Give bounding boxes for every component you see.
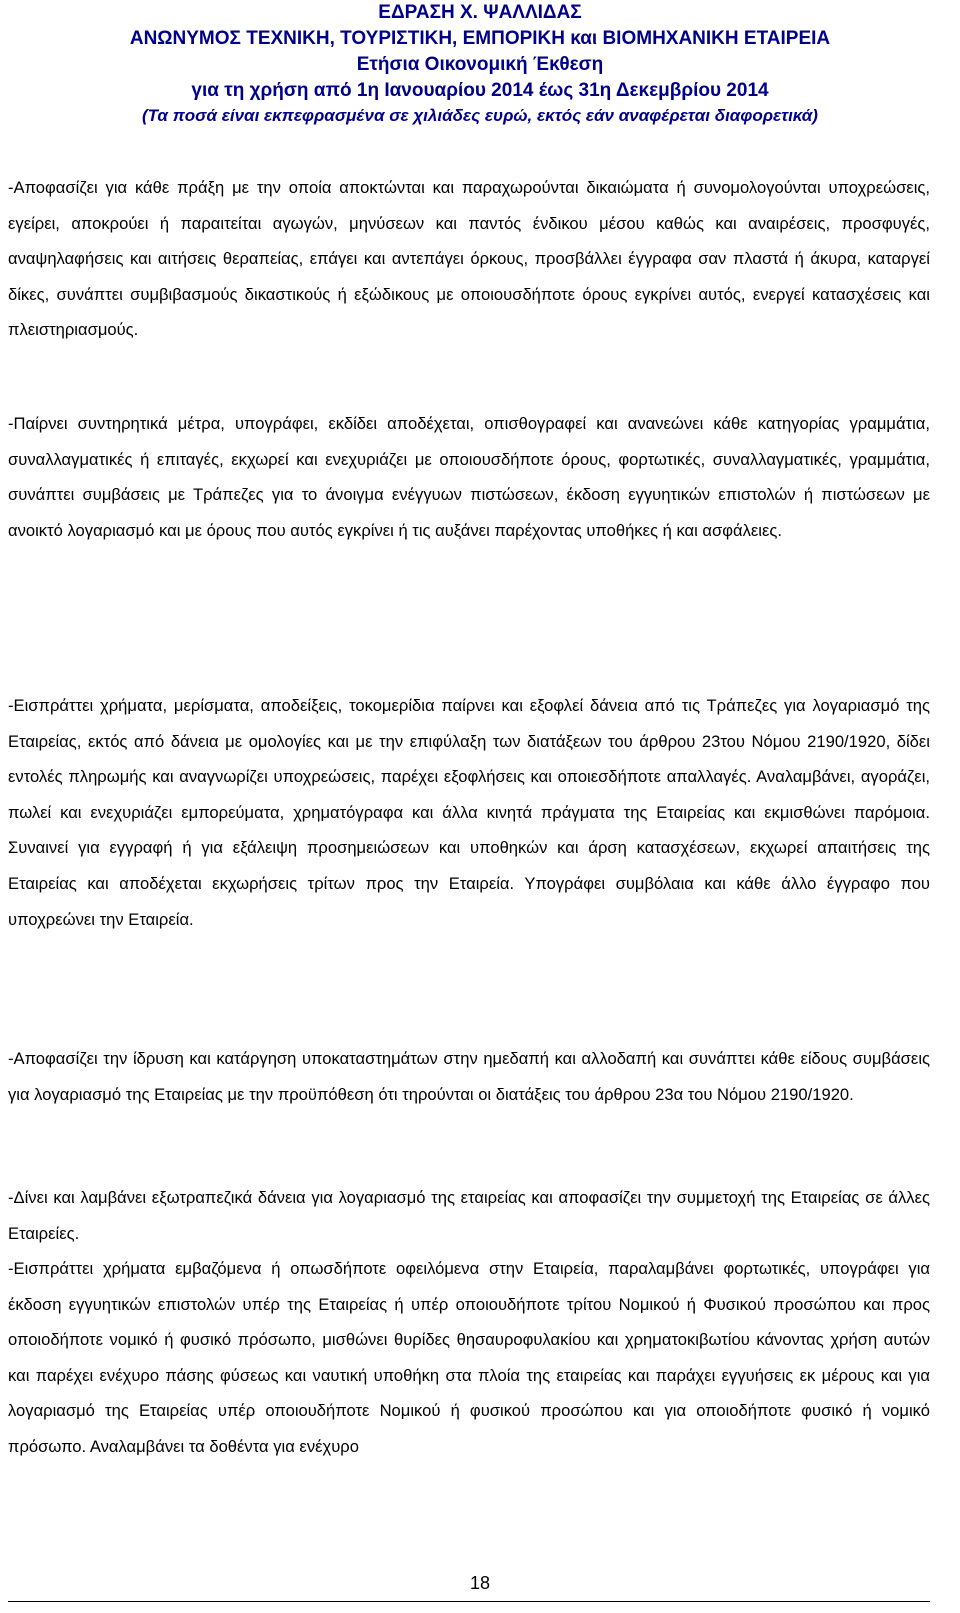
company-name: ΕΔΡΑΣΗ Χ. ΨΑΛΛΙΔΑΣ <box>378 2 582 23</box>
paragraph-legal-actions: -Αποφασίζει για κάθε πράξη με την οποία αποκτώνται και παραχωρούνται δικαιώματα ή συνομολογούνται υποχρεώσεις, εγείρει, αποκρούει ή παραιτείται αγωγών, μηνύσεων και παντός ένδικου μέσου καθώς και αναιρέσεις, προσφυγές, αναψηλαφήσεις και αιτήσεις θεραπείας, επάγει και αντεπάγει όρκους, προσβάλλει έγγραφα σαν πλαστά ή άκυρα, καταργεί δίκες, συνάπτει συμβιβασμούς δικαστικούς ή εξώδικους με οποιουσδήποτε όρους εγκρίνει αυτός, ενεργεί κατασχέσεις και πλειστηριασμούς. <box>8 178 930 340</box>
paragraph-non-bank-loans: -Δίνει και λαμβάνει εξωτραπεζικά δάνεια για λογαριασμό της εταιρείας και αποφασίζει την συμμετοχή της Εταιρείας σε άλλες Εταιρείες. <box>8 1188 930 1243</box>
currency-note: (Τα ποσά είναι εκπεφρασμένα σε χιλιάδες ευρώ, εκτός εάν αναφέρεται διαφορετικά) <box>142 106 818 125</box>
report-period: για τη χρήση από 1η Ιανουαρίου 2014 έως 31η Δεκεμβρίου 2014 <box>191 80 769 101</box>
paragraph-collections-loans: -Εισπράττει χρήματα, μερίσματα, αποδείξεις, τοκομερίδια παίρνει και εξοφλεί δάνεια από τις Τράπεζες για λογαριασμό της Εταιρείας, εκτός από δάνεια με ομολογίες και με την επιφύλαξη των διατάξεων του άρθρου 23του Νόμου 2190/1920, δίδει εντολές πληρωμής και αναγνωρίζει υποχρεώσεις, παρέχει εξοφλήσεις και οποιεσδήποτε απαλλαγές. Αναλαμβάνει, αγοράζει, πωλεί και ενεχυριάζει εμπορεύματα, χρηματόγραφα και άλλα κινητά πράγματα της Εταιρείας και εκμισθώνει παρόμοια. Συναινεί για εγγραφή ή για εξάλειψη προσημειώσεων και υποθηκών και άρση κατασχέσεων, εκχωρεί απαιτήσεις της Εταιρείας και αποδέχεται εκχωρήσεις τρίτων προς την Εταιρεία. Υπογράφει συμβόλαια και κάθε άλλο έγγραφο που υποχρεώνει την Εταιρεία. <box>8 696 930 929</box>
paragraph-guarantees: -Εισπράττει χρήματα εμβαζόμενα ή οπωσδήποτε οφειλόμενα στην Εταιρεία, παραλαμβάνει φορτωτικές, υπογράφει για έκδοση εγγυητικών επιστολών υπέρ της Εταιρείας ή υπέρ οποιουδήποτε τρίτου Νομικού ή Φυσικού προσώπου και προς οποιοδήποτε νομικό ή φυσικό πρόσωπο, μισθώνει θυρίδες θησαυροφυλακίου και χρηματοκιβωτίου κάνοντας χρήση αυτών και παρέχει ενέχυρο πάσης φύσεως και ναυτική υποθήκη στα πλοία της εταιρείας και παράχει εγγυήσεις εκ μέρους και για λογαριασμό της Εταιρείας υπέρ οποιουδήποτε Νομικού ή φυσικού προσώπου και για οποιοδήποτε φυσικό ή νομικό πρόσωπο. Αναλαμβάνει τα δοθέντα για ενέχυρο <box>8 1259 930 1456</box>
paragraph-securities-measures: -Παίρνει συντηρητικά μέτρα, υπογράφει, εκδίδει αποδέχεται, οπισθογραφεί και ανανεώνει κάθε κατηγορίας γραμμάτια, συναλλαγματικές ή επιταγές, εκχωρεί και ενεχυριάζει με οποιουσδήποτε όρους, φορτωτικές, συναλλαγματικές, γραμμάτια, συνάπτει συμβάσεις με Τράπεζες για το άνοιγμα ενέγγυων πιστώσεων, έκδοση εγγυητικών επιστολών ή πιστώσεων με ανοικτό λογαριασμό και με όρους που αυτός εγκρίνει ή τις αυξάνει παρέχοντας υποθήκες ή και ασφάλειες. <box>8 414 930 540</box>
report-title: Ετήσια Οικονομική Έκθεση <box>356 54 604 75</box>
paragraph-branches: -Αποφασίζει την ίδρυση και κατάργηση υποκαταστημάτων στην ημεδαπή και αλλοδαπή και συνάπτει κάθε είδους συμβάσεις για λογαριασμό της Εταιρείας με την προϋπόθεση ότι τηρούνται οι διατάξεις του άρθρου 23α του Νόμου 2190/1920. <box>8 1049 930 1104</box>
footer-divider <box>8 1601 930 1602</box>
report-header <box>0 0 960 128</box>
company-description: ΑΝΩΝΥΜΟΣ ΤΕΧΝΙΚΗ, ΤΟΥΡΙΣΤΙΚΗ, ΕΜΠΟΡΙΚΗ και ΒΙΟΜΗΧΑΝΙΚΗ ΕΤΑΙΡΕΙΑ <box>129 28 831 49</box>
page-number: 18 <box>469 1573 491 1593</box>
